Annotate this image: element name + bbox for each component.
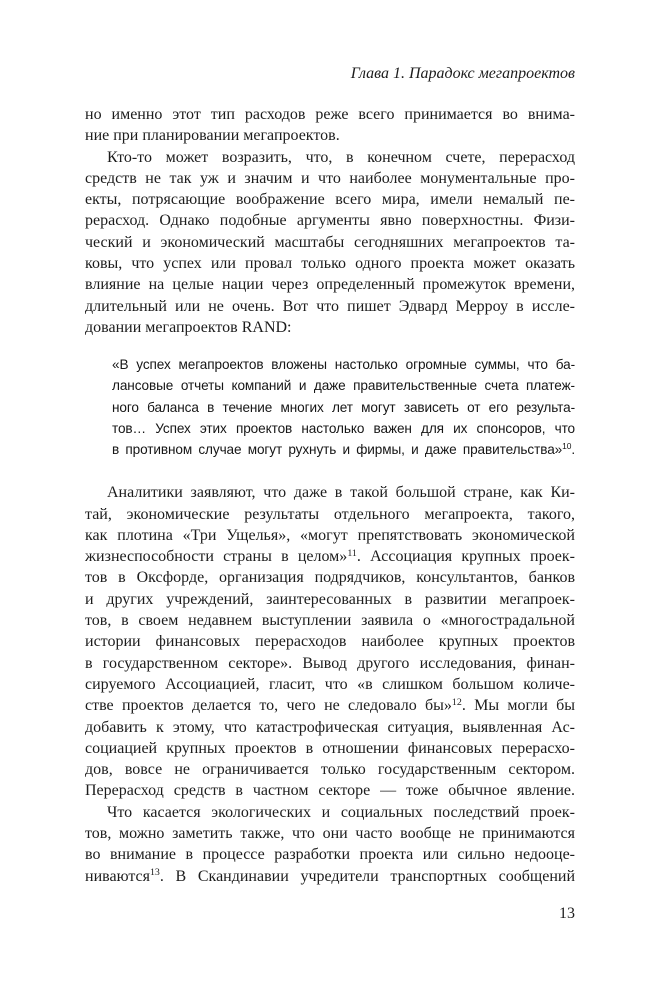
footnote-marker: 13 xyxy=(149,867,160,879)
text-line: длительный или не очень. Вот что пишет Эдвард Мерроу в иссле- xyxy=(85,297,575,315)
paragraph xyxy=(85,482,575,801)
text-line: екты, потрясающие воображение всего мира, имели немалый пе- xyxy=(85,191,575,209)
text-line: влияние на целые нации через определенный промежуток времени, xyxy=(85,276,575,294)
text-line: ниваются$^{13}$. В Скандинавии учредители транспортных сообщений xyxy=(85,867,575,885)
text-block xyxy=(85,104,575,887)
text-line: Кто-то может возразить, что, в конечном счете, перерасход xyxy=(107,148,575,166)
blockquote xyxy=(112,354,575,460)
text-line: «В успех мегапроектов вложены настолько огромные суммы, что ба- xyxy=(112,357,575,373)
text-line: тов, в своем недавнем выступлении заявила о «многострадальной xyxy=(85,612,575,630)
footnote-marker: 10 xyxy=(562,441,572,452)
text-line: тов в Оксфорде, организация подрядчиков, консультантов, банков xyxy=(85,569,575,587)
text-line: стве проектов делается то, чего не следовало бы»$^{12}$. Мы могли бы xyxy=(85,696,575,715)
text-line: тов… Успех этих проектов настолько важен для их спонсоров, что xyxy=(112,420,575,436)
text-line: ковы, что успех или провал только одного проекта может оказать xyxy=(85,255,575,273)
text-line: ного баланса в течение многих лет могут зависеть от его результа- xyxy=(112,399,575,415)
page-number: 13 xyxy=(559,905,575,922)
paragraph xyxy=(85,147,575,339)
text-line: рерасход. Однако подобные аргументы явно поверхностны. Физи- xyxy=(85,212,575,230)
text-line: довании мегапроектов RAND: xyxy=(85,318,292,336)
text-line: но именно этот тип расходов реже всего принимается во внима- xyxy=(85,106,575,123)
text-line: добавить к этому, что катастрофическая ситуация, выявленная Ас- xyxy=(85,718,575,736)
text-line: и других учреждений, заинтересованных в развитии мегапроек- xyxy=(85,590,575,608)
text-line: ческий и экономический масштабы сегодняшних мегапроектов та- xyxy=(85,233,575,251)
text-line: ние при планировании мегапроектов. xyxy=(85,127,340,145)
text-line: Что касается экологических и социальных последствий проек- xyxy=(107,803,575,821)
text-line: дов, вовсе не ограничивается только государственным сектором. xyxy=(85,761,575,779)
text-line: жизнеспособности страны в целом»$^{11}$. Ассоциация крупных проек- xyxy=(85,547,575,566)
text-line: тов, можно заметить также, что они часто вообще не принимаются xyxy=(85,825,575,843)
text-line: социацией крупных проектов в отношении финансовых перерасхо- xyxy=(85,739,575,757)
text-line: лансовые отчеты компаний и даже правительственные счета платеж- xyxy=(112,378,575,394)
text-line: Перерасход средств в частном секторе — тоже обычное явление. xyxy=(85,782,575,800)
text-line: истории финансовых перерасходов наиболее крупных проектов xyxy=(85,633,575,651)
paragraph xyxy=(85,104,575,147)
text-line: в противном случае могут рухнуть и фирмы, и даже правительства»$^{10}$. xyxy=(112,441,575,458)
text-line: как плотина «Три Ущелья», «могут препятствовать экономической xyxy=(85,526,575,544)
running-head: Глава 1. Парадокс мегапроектов xyxy=(350,65,575,82)
text-line: в государственном секторе». Вывод другого исследования, финан- xyxy=(85,654,575,672)
footnote-marker: 12 xyxy=(451,696,462,708)
text-line: тай, экономические результаты отдельного мегапроекта, такого, xyxy=(85,505,575,523)
text-line: средств не так уж и значим и что наиболее монументальные про- xyxy=(85,169,575,187)
text-line: во внимание в процессе разработки проекта или сильно недооце- xyxy=(85,846,575,864)
footnote-marker: 11 xyxy=(347,547,357,559)
text-line: Аналитики заявляют, что даже в такой большой стране, как Ки- xyxy=(107,484,575,502)
paragraph xyxy=(85,802,575,887)
text-line: сируемого Ассоциацией, гласит, что «в слишком большом количе- xyxy=(85,675,575,693)
